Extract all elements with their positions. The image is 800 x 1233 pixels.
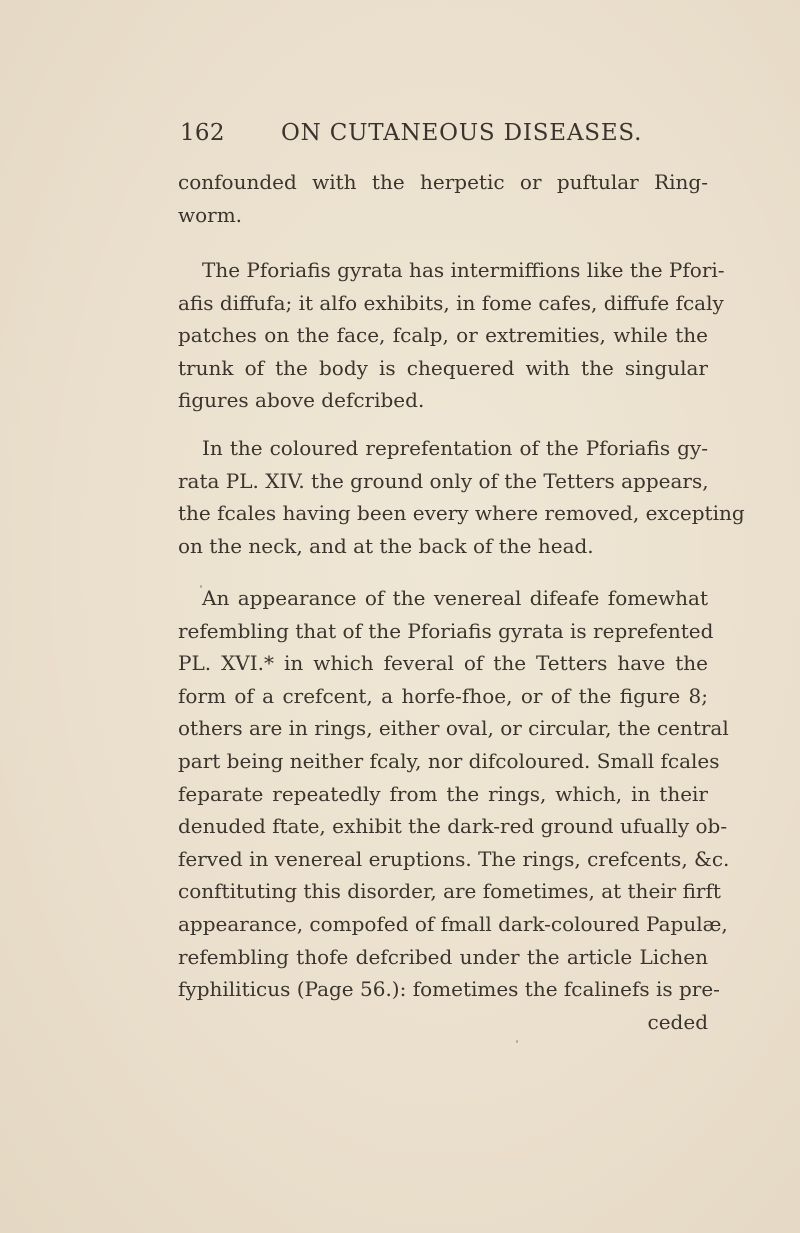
- text-line: feparate repeatedly from the rings, which, in their: [178, 781, 708, 806]
- text-line: In the coloured reprefentation of the Pforiafis gy-: [202, 436, 708, 460]
- text-line: conftituting this disorder, are fometimes, at their firft: [178, 879, 721, 904]
- text-line: fyphiliticus (Page 56.): fometimes the fcalinefs is pre-: [178, 977, 720, 1002]
- text-line: confounded with the herpetic or puftular Ring-: [178, 170, 708, 194]
- text-line: others are in rings, either oval, or circular, the central: [178, 716, 729, 741]
- text-line: form of a crefcent, a horfe-fhoe, or of the figure 8;: [178, 683, 708, 708]
- text-line: PL. XVI.* in which feveral of the Tetters have the: [178, 651, 708, 676]
- paragraph-psoriasis-gyrata: [178, 254, 725, 417]
- text-line: denuded ftate, exhibit the dark-red ground ufually ob-: [178, 814, 728, 839]
- text-line: the fcales having been every where removed, excepting: [178, 501, 745, 526]
- text-line: appearance, compofed of fmall dark-coloured Papulæ,: [178, 911, 728, 936]
- paragraph-ringworm-continuation: [178, 166, 708, 231]
- text-line: trunk of the body is chequered with the singular: [178, 355, 708, 380]
- text-line: ferved in venereal eruptions. The rings, crefcents, &c.: [178, 846, 730, 871]
- page-number: 162: [180, 120, 225, 146]
- text-line: part being neither fcaly, nor difcoloured. Small fcales: [178, 748, 720, 773]
- text-line: worm.: [178, 202, 243, 227]
- text-line: rata PL. XIV. the ground only of the Tetters appears,: [178, 468, 709, 493]
- running-title: ON CUTANEOUS DISEASES.: [281, 120, 643, 146]
- paragraph-coloured-representation: [178, 432, 745, 562]
- text-line: on the neck, and at the back of the head.: [178, 533, 594, 558]
- text-line: An appearance of the venereal difeafe fomewhat: [202, 586, 708, 610]
- text-line: refembling thofe defcribed under the article Lichen: [178, 944, 708, 969]
- text-line: afis diffufa; it alfo exhibits, in fome cafes, diffufe fcaly: [178, 290, 724, 315]
- text-line: The Pforiafis gyrata has intermiffions like the Pfori-: [202, 258, 725, 282]
- text-line: refembling that of the Pforiafis gyrata is reprefented: [178, 618, 714, 643]
- paragraph-venereal-disease: [178, 582, 730, 1038]
- text-line: patches on the face, fcalp, or extremities, while the: [178, 323, 708, 348]
- paper-speck: [516, 1040, 518, 1043]
- text-line: figures above defcribed.: [178, 388, 425, 413]
- catchword: ceded: [647, 1009, 708, 1034]
- running-head: [178, 120, 708, 152]
